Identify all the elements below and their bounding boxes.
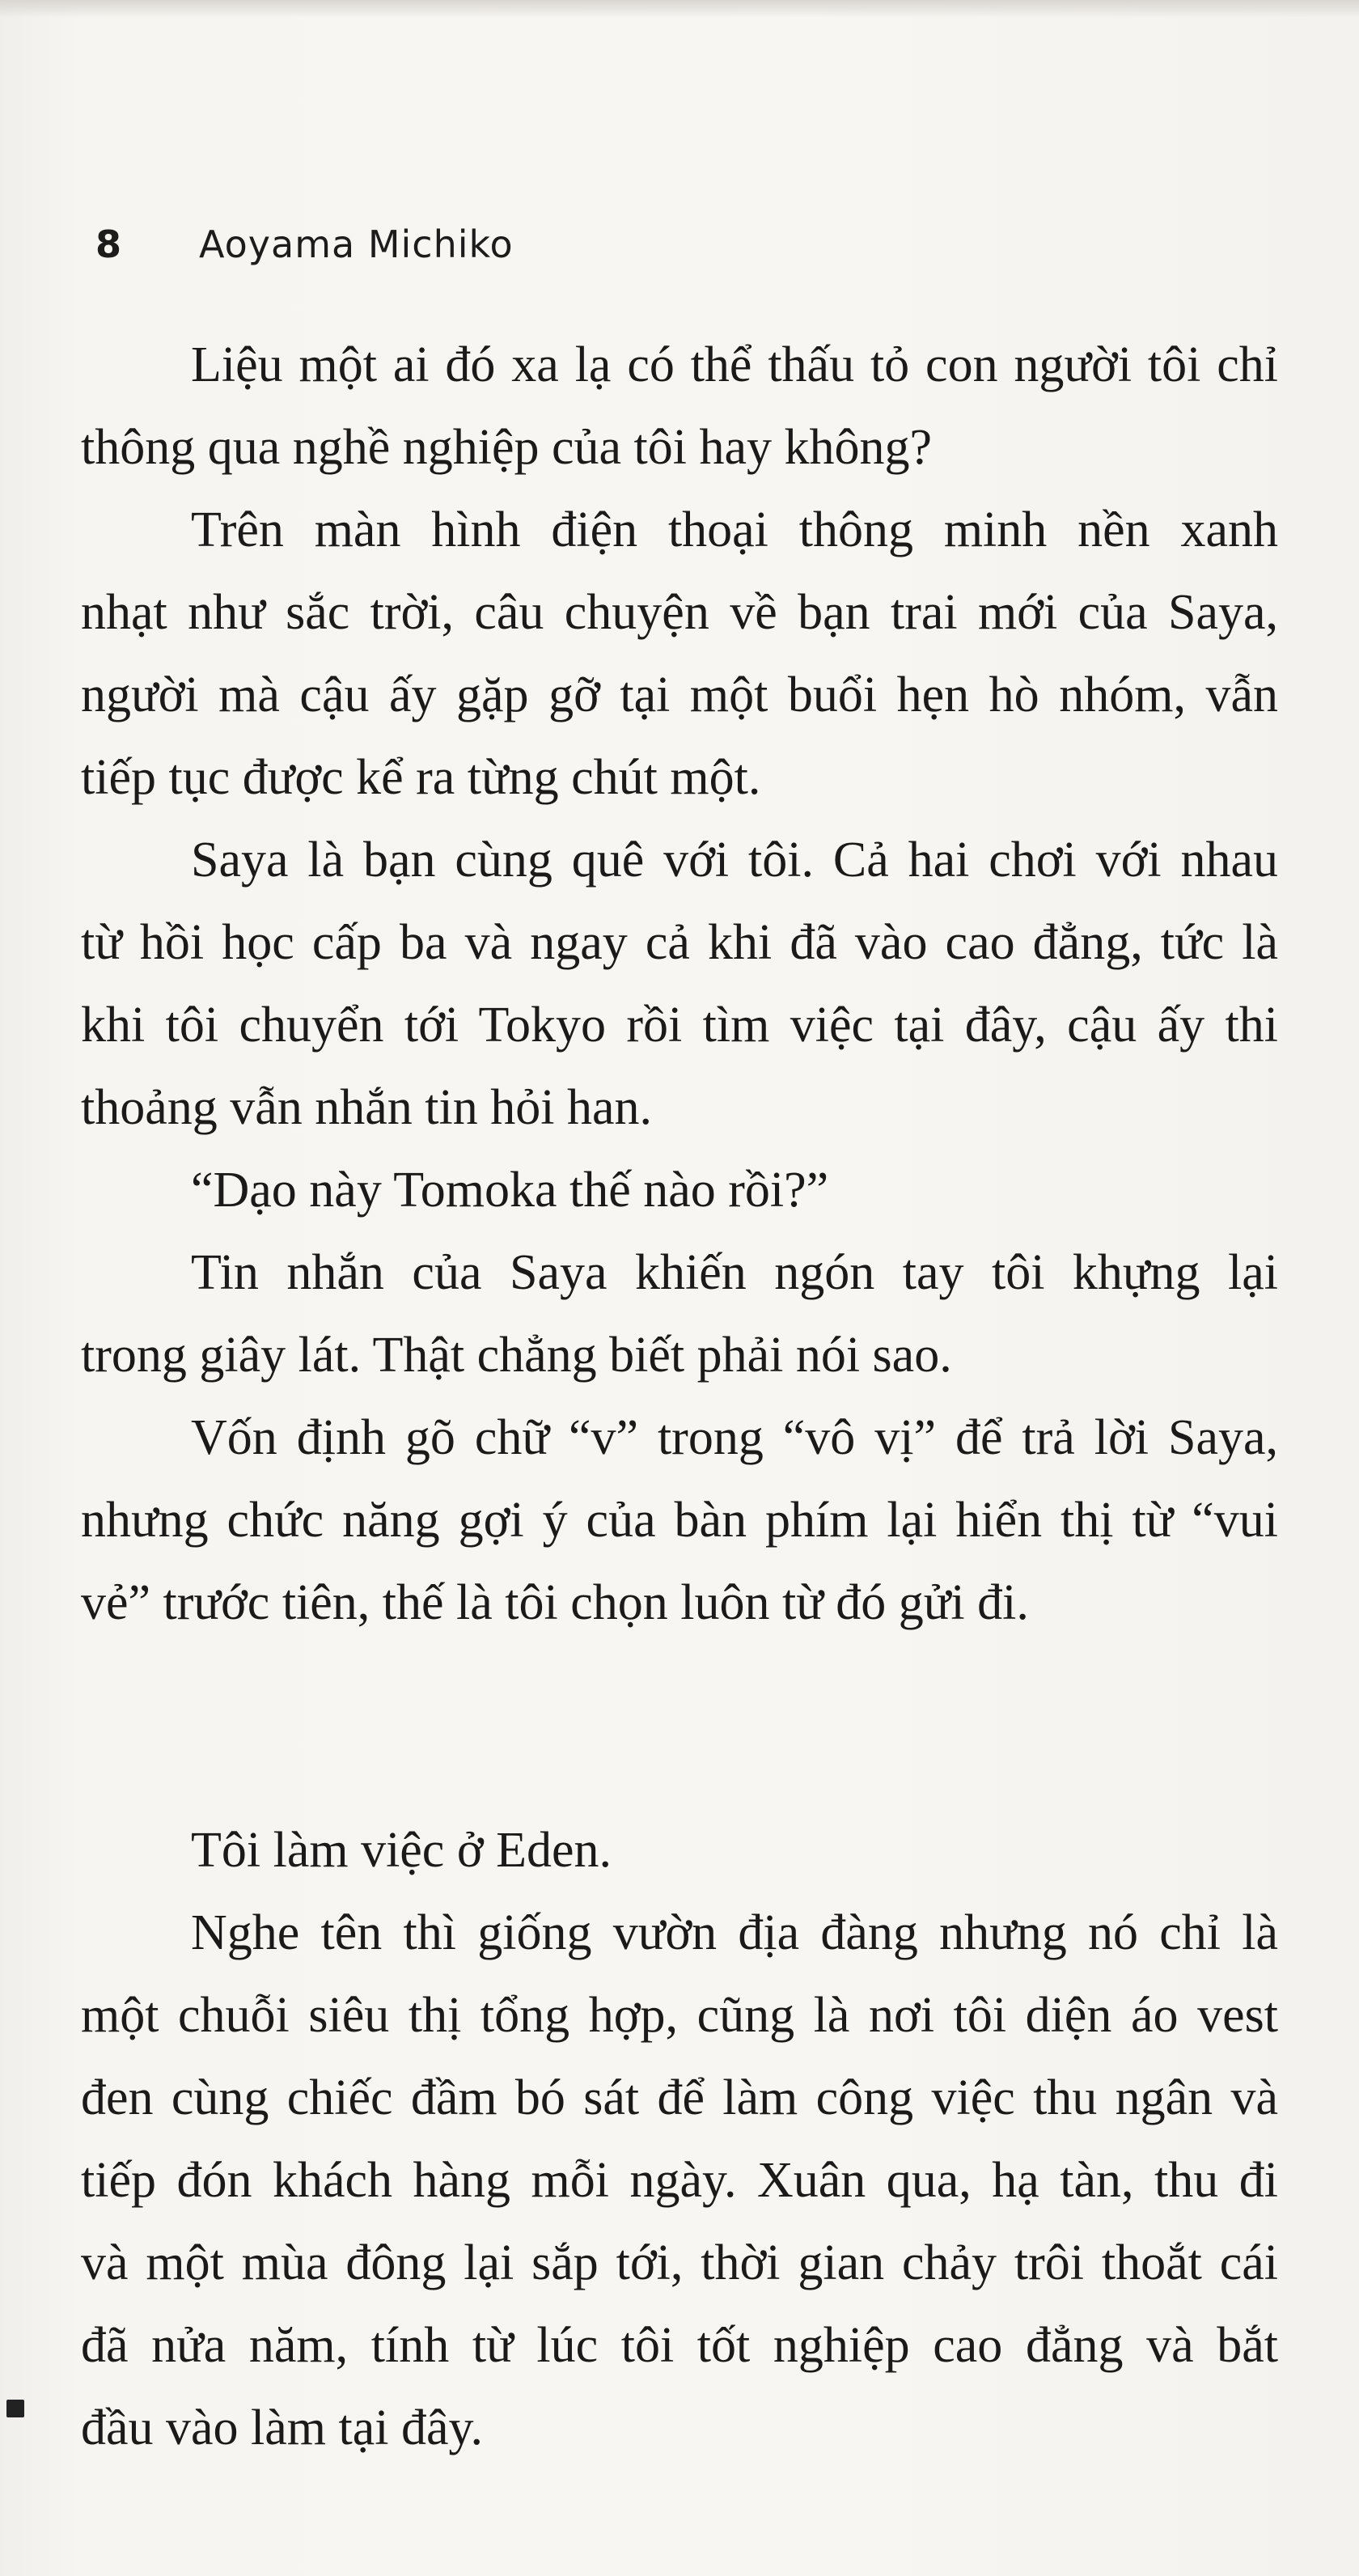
running-head-author: Aoyama Michiko bbox=[199, 222, 514, 266]
paragraph bbox=[81, 1231, 1278, 1396]
text-line: Trên màn hình điện thoại thông minh nền xanh bbox=[191, 502, 1278, 557]
page-number: 8 bbox=[95, 222, 122, 266]
text-line: người mà cậu ấy gặp gỡ tại một buổi hẹn hò nhóm, vẫn bbox=[81, 667, 1278, 722]
paragraph bbox=[81, 324, 1278, 489]
text-line: vẻ” trước tiên, thế là tôi chọn luôn từ đó gửi đi. bbox=[81, 1575, 1029, 1630]
text-line: một chuỗi siêu thị tổng hợp, cũng là nơi tôi diện áo vest bbox=[81, 1988, 1278, 2043]
text-line: đen cùng chiếc đầm bó sát để làm công việc thu ngân và bbox=[81, 2070, 1278, 2125]
margin-mark bbox=[6, 2400, 24, 2417]
text-line: tiếp tục được kể ra từng chút một. bbox=[81, 750, 761, 805]
text-line: đầu vào làm tại đây. bbox=[81, 2400, 483, 2455]
paragraph bbox=[81, 1149, 1278, 1231]
text-line: thoảng vẫn nhắn tin hỏi han. bbox=[81, 1080, 652, 1135]
section-break bbox=[81, 1644, 1278, 1809]
text-line: trong giây lát. Thật chẳng biết phải nói sao. bbox=[81, 1328, 952, 1383]
paragraph bbox=[81, 1892, 1278, 2469]
text-line: khi tôi chuyển tới Tokyo rồi tìm việc tại đây, cậu ấy thi bbox=[81, 998, 1278, 1053]
paragraph bbox=[81, 1396, 1278, 1644]
paragraph bbox=[81, 1809, 1278, 1892]
text-line: Liệu một ai đó xa lạ có thể thấu tỏ con người tôi chỉ bbox=[191, 337, 1278, 392]
text-line: “Dạo này Tomoka thế nào rồi?” bbox=[191, 1163, 829, 1218]
paragraph bbox=[81, 489, 1278, 819]
text-line: Vốn định gõ chữ “v” trong “vô vị” để trả lời Saya, bbox=[191, 1410, 1278, 1465]
text-line: và một mùa đông lại sắp tới, thời gian chảy trôi thoắt cái bbox=[81, 2235, 1278, 2290]
text-line: Tin nhắn của Saya khiến ngón tay tôi khựng lại bbox=[191, 1245, 1278, 1300]
page-top-edge bbox=[0, 0, 1359, 18]
paragraph bbox=[81, 819, 1278, 1149]
text-line: nhưng chức năng gợi ý của bàn phím lại hiển thị từ “vui bbox=[81, 1493, 1278, 1548]
text-line: nhạt như sắc trời, câu chuyện về bạn trai mới của Saya, bbox=[81, 585, 1278, 640]
page-header bbox=[95, 212, 514, 277]
text-line: Nghe tên thì giống vườn địa đàng nhưng nó chỉ là bbox=[191, 1905, 1278, 1960]
body-text bbox=[81, 324, 1278, 2469]
text-line: đã nửa năm, tính từ lúc tôi tốt nghiệp cao đẳng và bắt bbox=[81, 2318, 1278, 2373]
text-line: tiếp đón khách hàng mỗi ngày. Xuân qua, hạ tàn, thu đi bbox=[81, 2153, 1278, 2208]
text-line: Tôi làm việc ở Eden. bbox=[191, 1823, 612, 1878]
text-line: thông qua nghề nghiệp của tôi hay không? bbox=[81, 420, 933, 475]
text-line: từ hồi học cấp ba và ngay cả khi đã vào cao đẳng, tức là bbox=[81, 915, 1278, 970]
text-line: Saya là bạn cùng quê với tôi. Cả hai chơi với nhau bbox=[191, 833, 1278, 888]
